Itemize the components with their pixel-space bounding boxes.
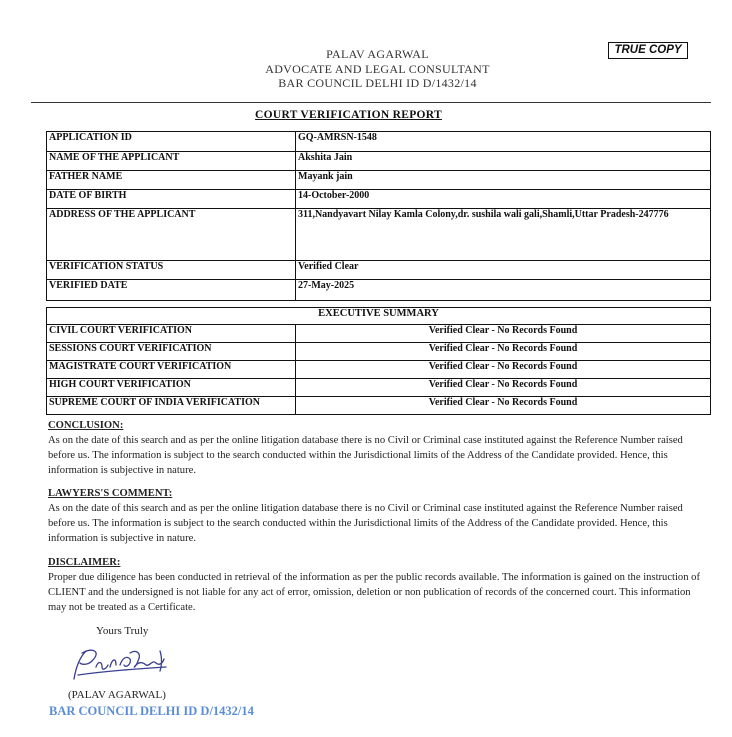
table-row [47, 280, 711, 301]
summary-title: EXECUTIVE SUMMARY [47, 308, 711, 325]
court-label: CIVIL COURT VERIFICATION [47, 325, 296, 343]
lawyers-comment-heading: LAWYERS'S COMMENT: [48, 488, 173, 499]
field-label: VERIFICATION STATUS [47, 261, 296, 280]
field-label: FATHER NAME [47, 171, 296, 190]
disclaimer-text: Proper due diligence has been conducted in retrieval of the information as per the public records available. The information is gained on the instruction of CLIENT and the undersigned is not liable for any act of error, omission, deletion or non publication of records of the concerned court. This information may not be treated as a Certificate. [48, 572, 700, 613]
table-row [47, 261, 711, 280]
signatory-name: (PALAV AGARWAL) [68, 689, 166, 701]
table-row [47, 361, 711, 379]
field-label: VERIFIED DATE [47, 280, 296, 301]
table-row [47, 209, 711, 261]
court-status: Verified Clear - No Records Found [296, 343, 711, 361]
court-label: SESSIONS COURT VERIFICATION [47, 343, 296, 361]
disclaimer-heading: DISCLAIMER: [48, 557, 121, 568]
advocate-name: PALAV AGARWAL [326, 47, 429, 61]
conclusion-heading: CONCLUSION: [48, 420, 124, 431]
field-label: ADDRESS OF THE APPLICANT [47, 209, 296, 261]
signature [66, 645, 176, 685]
conclusion-section [48, 418, 704, 478]
court-label: HIGH COURT VERIFICATION [47, 379, 296, 397]
field-label: DATE OF BIRTH [47, 190, 296, 209]
header-divider [31, 102, 711, 103]
conclusion-text: As on the date of this search and as per the online litigation database there is no Civil or Criminal case instituted against the Reference Number raised before us. The information is subject to the search conducted within the Jurisdictional limits of the Address of the Candidate provided. Hence, this information is subjective in nature. [48, 435, 683, 476]
table-row [47, 379, 711, 397]
field-value: Mayank jain [296, 171, 711, 190]
table-row [47, 132, 711, 152]
court-status: Verified Clear - No Records Found [296, 397, 711, 415]
signatory-bar-id: BAR COUNCIL DELHI ID D/1432/14 [49, 704, 254, 718]
court-status: Verified Clear - No Records Found [296, 325, 711, 343]
field-value: Verified Clear [296, 261, 711, 280]
court-status: Verified Clear - No Records Found [296, 379, 711, 397]
field-value: 311,Nandyavart Nilay Kamla Colony,dr. sushila wali gali,Shamli,Uttar Pradesh-247776 [296, 209, 711, 261]
court-label: MAGISTRATE COURT VERIFICATION [47, 361, 296, 379]
closing-salutation: Yours Truly [96, 625, 149, 637]
disclaimer-section [48, 555, 704, 615]
table-row [47, 152, 711, 171]
court-label: SUPREME COURT OF INDIA VERIFICATION [47, 397, 296, 415]
executive-summary-table [46, 307, 711, 415]
applicant-details-table [46, 131, 711, 301]
table-row [47, 171, 711, 190]
field-value: 14-October-2000 [296, 190, 711, 209]
table-row [47, 308, 711, 325]
report-title: COURT VERIFICATION REPORT [255, 109, 442, 121]
lawyers-comment-section [48, 486, 704, 546]
table-row [47, 343, 711, 361]
table-row [47, 397, 711, 415]
field-value: 27-May-2025 [296, 280, 711, 301]
field-label: NAME OF THE APPLICANT [47, 152, 296, 171]
court-status: Verified Clear - No Records Found [296, 361, 711, 379]
field-value: Akshita Jain [296, 152, 711, 171]
table-row [47, 325, 711, 343]
table-row [47, 190, 711, 209]
advocate-bar-id: BAR COUNCIL DELHI ID D/1432/14 [278, 76, 477, 90]
advocate-designation: ADVOCATE AND LEGAL CONSULTANT [265, 61, 490, 76]
field-value: GQ-AMRSN-1548 [296, 132, 711, 152]
true-copy-stamp: TRUE COPY [608, 42, 688, 59]
field-label: APPLICATION ID [47, 132, 296, 152]
lawyers-comment-text: As on the date of this search and as per the online litigation database there is no Civil or Criminal case instituted against the Reference Number raised before us. The information is subject to the search conducted within the Jurisdictional limits of the Address of the Candidate provided. Hence, this information is subjective in nature. [48, 503, 683, 544]
